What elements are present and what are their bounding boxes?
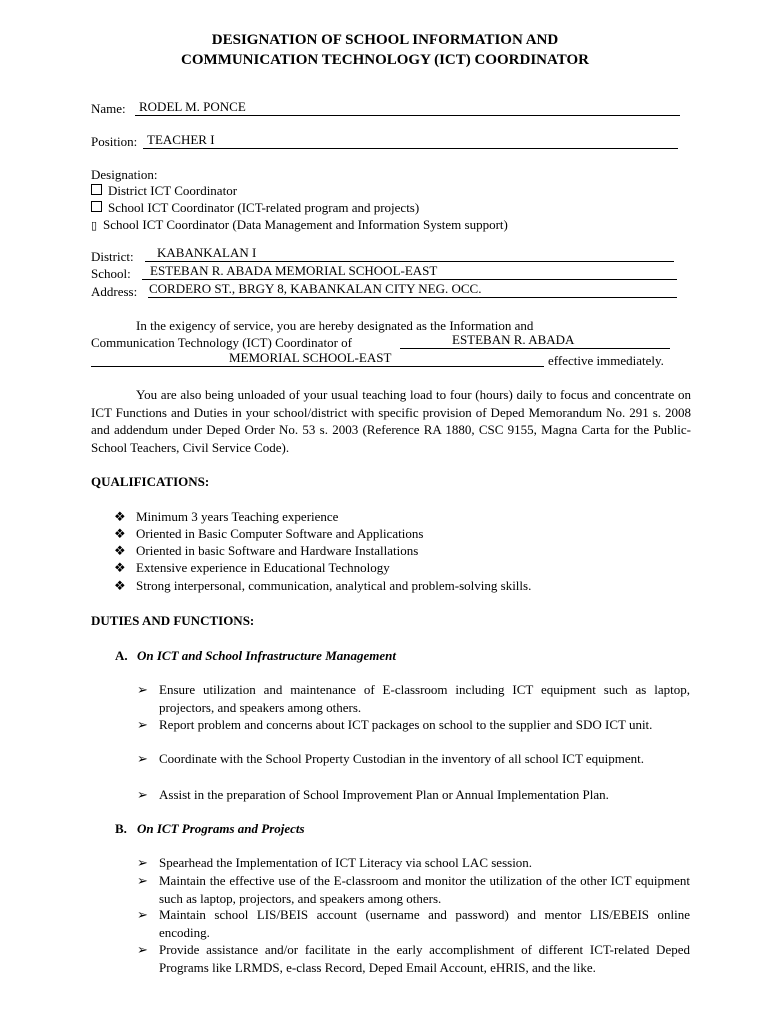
- arrow-bullet-icon: ➢: [137, 682, 148, 697]
- school-field: [142, 263, 677, 280]
- qualifications-heading: QUALIFICATIONS:: [91, 474, 210, 489]
- arrow-bullet-icon: ➢: [137, 855, 148, 870]
- duty-text: Maintain the effective use of the E-classroom and monitor the utilization of the other ICT equipment such as laptop, projectors, and speakers among others.: [159, 873, 690, 906]
- exigency-line-2-prefix: Communication Technology (ICT) Coordinator of: [91, 335, 352, 350]
- district-field: [145, 245, 674, 262]
- position-field: [143, 132, 678, 149]
- arrow-bullet-icon: ➢: [137, 787, 148, 802]
- duty-text: Coordinate with the School Property Custodian in the inventory of all school ICT equipment.: [159, 751, 645, 766]
- checkbox-empty-icon: [91, 201, 102, 212]
- duty-text: Assist in the preparation of School Improvement Plan or Annual Implementation Plan.: [159, 787, 609, 802]
- document-title-line-1: DESIGNATION OF SCHOOL INFORMATION AND: [211, 32, 559, 48]
- qualification-item: [114, 525, 423, 542]
- duty-item: [137, 906, 690, 941]
- duty-item: [137, 750, 690, 768]
- duty-item: [137, 786, 690, 804]
- diamond-bullet-icon: ❖: [114, 509, 126, 524]
- section-a-heading: [115, 647, 396, 664]
- arrow-bullet-icon: ➢: [137, 873, 148, 888]
- diamond-bullet-icon: ❖: [114, 578, 126, 593]
- arrow-bullet-icon: ➢: [137, 942, 148, 957]
- position-label: Position:: [91, 134, 138, 149]
- duties-heading: DUTIES AND FUNCTIONS:: [91, 613, 255, 628]
- district-value: KABANKALAN I: [157, 245, 257, 260]
- address-field: [148, 281, 677, 298]
- qualification-item: [114, 508, 338, 525]
- section-a-title: On ICT and School Infrastructure Management: [137, 648, 396, 663]
- qualification-text: Minimum 3 years Teaching experience: [136, 509, 339, 524]
- exigency-line-1: In the exigency of service, you are hereby designated as the Information and: [136, 318, 534, 333]
- diamond-bullet-icon: ❖: [114, 560, 126, 575]
- qualification-item: [114, 559, 390, 576]
- school-label: School:: [91, 266, 131, 281]
- address-label: Address:: [91, 284, 138, 299]
- diamond-bullet-icon: ❖: [114, 543, 126, 558]
- checkbox-empty-icon: [91, 184, 102, 195]
- district-label: District:: [91, 249, 134, 264]
- qualification-item: [114, 542, 418, 559]
- designation-option-label: School ICT Coordinator (ICT-related program and projects): [108, 200, 420, 215]
- qualification-item: [114, 577, 531, 594]
- section-b-heading: [115, 820, 305, 837]
- duty-text: Ensure utilization and maintenance of E-classroom including ICT equipment such as laptop, projectors, and speakers among others.: [159, 682, 690, 715]
- qualification-text: Oriented in basic Software and Hardware Installations: [136, 543, 419, 558]
- document-title-line-2: COMMUNICATION TECHNOLOGY (ICT) COORDINATOR: [181, 52, 589, 68]
- address-value: CORDERO ST., BRGY 8, KABANKALAN CITY NEG. OCC.: [149, 281, 482, 296]
- qualification-text: Extensive experience in Educational Technology: [136, 560, 390, 575]
- qualification-text: Strong interpersonal, communication, analytical and problem-solving skills.: [136, 578, 532, 593]
- duty-item: [137, 716, 690, 734]
- arrow-bullet-icon: ➢: [137, 751, 148, 766]
- duty-item: [137, 681, 690, 716]
- designation-option-label: School ICT Coordinator (Data Management and Information System support): [103, 217, 508, 232]
- name-label: Name:: [91, 101, 126, 116]
- position-value: TEACHER I: [147, 132, 215, 147]
- designation-option-school-programs: [91, 199, 419, 216]
- diamond-bullet-icon: ❖: [114, 526, 126, 541]
- arrow-bullet-icon: ➢: [137, 907, 148, 922]
- unloaded-paragraph: You are also being unloaded of your usual teaching load to four (hours) daily to focus and concentrate on ICT Functions and Duties in your school/district with specific provision of Deped Memorandum No. 291 s. 2008 and addendum under Deped Order No. 53 s. 2003 (Reference RA 1880, CSC 9155, Magna Carta for the Public-School Teachers, Civil Service Code).: [91, 387, 691, 455]
- duty-text: Report problem and concerns about ICT packages on school to the supplier and SDO ICT unit.: [159, 717, 653, 732]
- section-b-title: On ICT Programs and Projects: [137, 821, 305, 836]
- arrow-bullet-icon: ➢: [137, 717, 148, 732]
- qualification-text: Oriented in Basic Computer Software and Applications: [136, 526, 424, 541]
- checkbox-checked-glyph-icon: ▯: [91, 220, 98, 232]
- duty-item: [137, 872, 690, 907]
- name-field: [135, 99, 680, 116]
- exigency-school-fill-2: [91, 350, 544, 367]
- school-value: ESTEBAN R. ABADA MEMORIAL SCHOOL-EAST: [150, 263, 438, 278]
- designation-option-school-data: [91, 216, 508, 235]
- exigency-school-fill-1: [400, 332, 670, 349]
- designation-label: Designation:: [91, 167, 158, 182]
- section-a-letter: A.: [115, 648, 128, 663]
- designation-option-district: [91, 182, 237, 199]
- duty-item: [137, 941, 690, 976]
- duty-text: Spearhead the Implementation of ICT Literacy via school LAC session.: [159, 855, 533, 870]
- exigency-school-value-1: ESTEBAN R. ABADA: [452, 332, 575, 347]
- duty-item: [137, 854, 690, 872]
- exigency-school-value-2: MEMORIAL SCHOOL-EAST: [229, 350, 392, 365]
- exigency-line-3-suffix: effective immediately.: [548, 353, 664, 368]
- designation-option-label: District ICT Coordinator: [108, 183, 238, 198]
- duty-text: Maintain school LIS/BEIS account (username and password) and mentor LIS/EBEIS online encoding.: [159, 907, 690, 940]
- duty-text: Provide assistance and/or facilitate in the early accomplishment of different ICT-related Deped Programs like LRMDS, e-class Record, Deped Email Account, eHRIS, and the like.: [159, 942, 690, 975]
- section-b-letter: B.: [115, 821, 127, 836]
- name-value: RODEL M. PONCE: [139, 99, 246, 114]
